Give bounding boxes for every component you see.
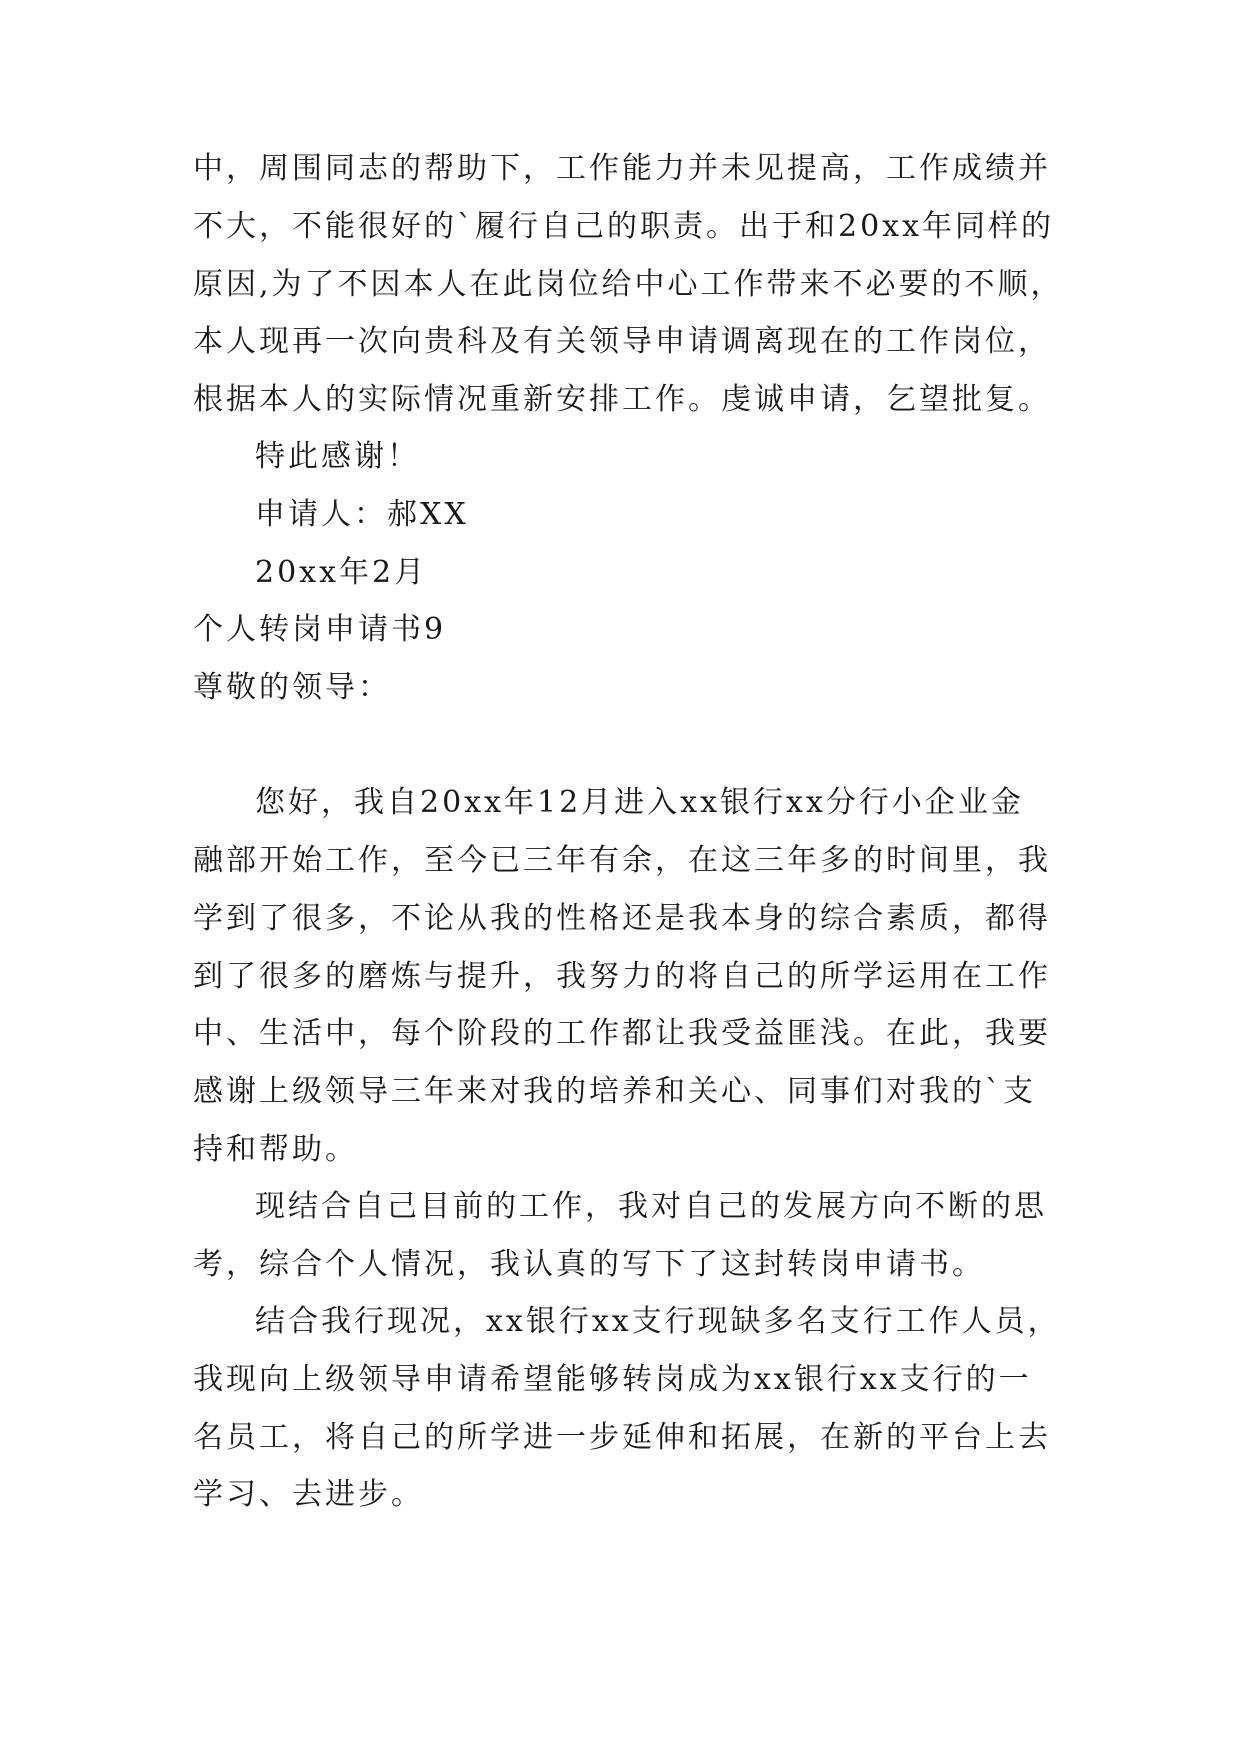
paragraph-line: 您好，我自20xx年12月进入xx银行xx分行小企业金 [255, 785, 1024, 820]
paragraph-line: 原因,为了不因本人在此岗位给中心工作带来不必要的不顺， [193, 267, 1064, 302]
paragraph-line: 持和帮助。 [193, 1132, 358, 1167]
date-line: 20xx年2月 [255, 555, 428, 590]
paragraph-line: 名员工，将自己的所学进一步延伸和拓展，在新的平台上去 [193, 1420, 1051, 1455]
paragraph-line: 融部开始工作，至今已三年有余，在这三年多的时间里，我 [193, 843, 1051, 878]
paragraph-line: 我现向上级领导申请希望能够转岗成为xx银行xx支行的一 [193, 1362, 1032, 1397]
paragraph-line: 结合我行现况，xx银行xx支行现缺多名支行工作人员， [255, 1304, 1061, 1339]
paragraph-line: 学习、去进步。 [193, 1477, 424, 1512]
section-heading: 个人转岗申请书9 [193, 612, 447, 647]
paragraph-line: 感谢上级领导三年来对我的培养和关心、同事们对我的`支 [193, 1074, 1036, 1109]
salutation: 尊敬的领导： [193, 670, 391, 705]
paragraph-line: 到了很多的磨炼与提升，我努力的将自己的所学运用在工作 [193, 959, 1051, 994]
paragraph-line: 考，综合个人情况，我认真的写下了这封转岗申请书。 [193, 1247, 985, 1282]
paragraph-line: 根据本人的实际情况重新安排工作。虔诚申请，乞望批复。 [193, 382, 1051, 417]
applicant-signature: 申请人：郝XX [255, 497, 469, 532]
paragraph-line: 学到了很多，不论从我的性格还是我本身的综合素质，都得 [193, 901, 1051, 936]
paragraph-line: 中、生活中，每个阶段的工作都让我受益匪浅。在此，我要 [193, 1016, 1051, 1051]
paragraph-line: 中，周围同志的帮助下，工作能力并未见提高，工作成绩并 [193, 151, 1051, 186]
closing-thanks: 特此感谢！ [255, 439, 420, 474]
paragraph-line: 不大，不能很好的`履行自己的职责。出于和20xx年同样的 [193, 209, 1055, 244]
paragraph-line: 本人现再一次向贵科及有关领导申请调离现在的工作岗位， [193, 324, 1051, 359]
paragraph-line: 现结合自己目前的工作，我对自己的发展方向不断的思 [255, 1189, 1047, 1224]
